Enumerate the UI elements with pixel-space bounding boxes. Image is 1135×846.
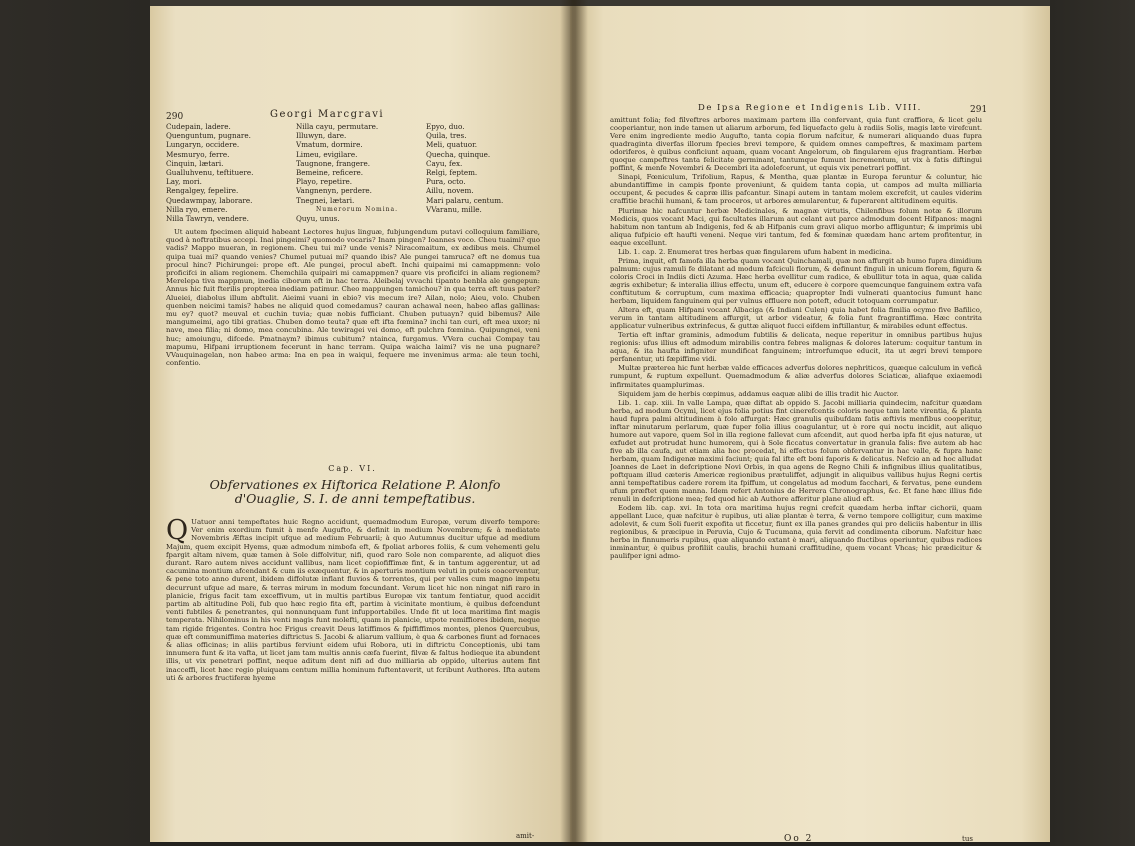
vocab-entry: Pura, octo. bbox=[426, 177, 466, 187]
vocab-entry: Vangnenyn, perdere. bbox=[296, 186, 372, 196]
left-page bbox=[150, 6, 575, 842]
paragraph: Siquidem jam de herbis cœpimus, addamus eaquæ alibi de illis tradit hic Auctor. bbox=[618, 389, 899, 398]
section-text bbox=[166, 518, 540, 830]
vocab-entry: Lungaryn, occidere. bbox=[166, 140, 240, 150]
right-page bbox=[570, 6, 1050, 842]
vocab-entry: Quedawmpay, laborare. bbox=[166, 195, 253, 205]
vocab-entry: Cudepain, ladere. bbox=[166, 122, 231, 131]
colloquium-text bbox=[166, 228, 540, 454]
paragraph: amittunt folia; fed filveftres arbores maximam partem illa confervant, quia funt craffiora, & licet gelu cooperiantur, non inde tamen ut aliarum arborum, fed liquefacto gelu à radiis Solis, magis læte virefcunt. Vere enim ingrediente medio Augufto, tanta copia florum nafcitur, & numerari aliquando duas fupra quadraginta diverfas illorum fpecies brevi tempore, & quidem omnes campeftres, & maximam partem odoriferos, è quibus conficiunt aquam, quam vocant Angelorum, ob fingularem ejus fragrantiam. Herbæ quoque campeftres tanta felicitate germinant, tantumque fumunt incrementum, ut vix à fatis diftingui poffint, & menfe Novembri & Decembri ita adolefcerunt, ut equis vix penetrari poffint. bbox=[610, 116, 982, 173]
page-number: 290 bbox=[166, 112, 184, 122]
vocab-entry: Aillu, novem. bbox=[426, 186, 474, 196]
paragraph: Multæ præterea hic funt herbæ valde efficaces adverfus dolores nephriticos, quæque calculum in veficâ rumpunt, & ruptum expellunt. Quemadmodum & aliæ adverfus dolores Sciaticæ, aliafque exiaemodi infirmitates quamplurimas. bbox=[610, 364, 982, 389]
vocabulary-column-1 bbox=[166, 122, 288, 223]
vocab-entry: Tnegnei, lætari. bbox=[296, 195, 355, 205]
running-head: Georgi Marcgravi bbox=[270, 109, 385, 120]
paragraph: Lib. 1. cap. xiii. In valle Lampa, quæ diftat ab oppido S. Jacobi milliaria quindecim, nafcitur quædam herba, ad modum Ocymi, licet ejus folia potius fint cinerefcentis coloris neque tam læte virentia, & planta haud fupra palmi altitudinem à folo affurgat: Hæc granulis quibufdam fatis æftivis menfibus cooperitur, inftar minutarum perlarum, quæ fuper folia illius coagulantur, ut è rore qui noctu incidit, aut aliquo humore aut vapore, quem Sol in illa regione fallevat cum afcendit, aut quod herba ipfa fit ejus naturæ, ut exfudet aut protrudat hunc humorem, qui à Sole ficcatus convertatur in granula falis: five autem ab hac five ab illa caufa, aut etiam alia hoc procedat, hi effectus folum obfervantur in hac valle, & fupra hanc herbam, quam Indigenæ maximi faciunt; quia fal ifte eft boni faporis & delicatus. Nefcio an ad hoc alludat Joannes de Laet in defcriptione Novi Orbis, in qua agens de Regno Chili & infignibus illius qualitatibus, poftquam illud cæteris Americæ regionibus prætuliffet, adjungit in aliquibus vallibus hujus Regni certis anni tempeftatibus cadere rorem ita fpiffum, ut congelatus ad modum facchari, & fervatus, pene eundem ufum præftet quem manna. Idem refert Antonius de Herrera Chronographus, &c. Et fane hæc illius fide renuli in defcriptione mea; fed quod hic ab Authore afferitur plane aliud eft. bbox=[610, 398, 982, 504]
colloquium-paragraph: Ut autem fpecimen aliquid habeant Lectores hujus linguæ, fubjungendum putavi colloquium familiare, quod à noftratibus accepi. Inai pingeimi? quomodo vocaris? Inam pingen? Ioannes voco. Cheu tuaimi? quo vadis? Mappo mueran, in regionem. Cheu tui mi? unde venis? Niracomaitum, ex ædibus meis. Chumel quipa tuai mi? quando venies? Chumel putuai mi? quando ibis? Ale pungei tamruca? eft ne domus tua procul hinc? Pichirungei: prope eft. Ale pungei, procul abeft. Inchi quipaimi mi camappmenn: volo proficifci in aliam regionem. Chemchila quipairi mi camappmen? quare vis proficifci in aliam regionem? Merelepa tiva mappmun, inedia ciborum eft in hac terra. Aleibelaj vvvachi tipanto benbla ale gengepun: Annus hic fuit fterilis propterea inediam patimur. Cheo mappungen tamichou? in qua terra eft tuus pater? Alueiei, diabolus illum abftulit. Aieimi vuani in ebio? vis mecum ire? Ailan, nolo; Aieu, volo. Chuben quenben neicimi tamis? habes ne aliquid quod comedamus? cauran achawal neen, habeo aflas gallinas: mu ey? quot? meuval et cuchin tuvia; quæ nobis fufficiant. Chuben putuayn? quid bibemus? Aile mangumeimi, ago tibi gratias. Chuben domo teuta? quæ eft ifta fœmina? inchi tan curi, eft mea uxor; ni nave, mea filia; ni domo, mea concubina. Ale tewiragei vei domo, eft pulchra fœmina. Quipungnei, veni huc; amoiungu, difcede. Pmatnaym? ibimus cubitum? ntainca, furgamus. VVera cuchai Compay tau mapumu, Hifpani irruptionem fecerunt in hanc terram. Quipa waicha laimi? vis ne una pugnare? VVauquinagelan, non habeo arma: Ina en pea in waiqui, fequere me invenimus arma: ale teun tochi, confentio. bbox=[166, 228, 540, 368]
main-text bbox=[610, 116, 982, 832]
vocab-entry: Cinquin, lætari. bbox=[166, 158, 224, 168]
section-title: Obfervationes ex Hiftorica Relatione P. Alonfo d'Ouaglie, S. I. de anni tempeftatibus. bbox=[209, 477, 501, 506]
section-paragraph: Uatuor anni tempeftates huic Regno accidunt, quemadmodum Europæ, verum diverfo tempore: Ver enim exordium fumit à menfe Augufto, & definit in medium Novembrem; & à mediatate Novembris Æftas incipit ufque ad medium Februarii; à quo Autumnus ducitur ufque ad medium Majum, quem excipit Hyems, quæ admodum nimbofa eft, & fpoliat arbores foliis, & cum vehementi gelu fpargit altam nivem, quæ tamen à Sole diffolvitur, nifi, quod raro Sole non comparente, ad aliquot dies durant. Raro autem nives accidunt vallibus, nam licet copiofiffimæ fint, & in tantum aggerentur, ut ad cacumina montium afcendant & cum iis exæquentur, & in aperturis montium veluti in puteis coacerventur, & pene toto anno durent, ibidem diffolutæ inflant fluvios & torrentes, qui per valles cum magno impetu decurrunt ufque ad mare, & terras mirum in modum fœcundant. Verum licet hic non ningat nifi raro in planicie, frigus facit tam exceffivum, ut in multis partibus Europæ vix tantum fentiatur, quod accidit partim ab altitudine Poli, fub quo hæc regio fita eft, partim à vicinitate montium, è quibus defcendunt venti fubtiles & penetrantes, qui nonnunquam funt infupportabiles. Unde fit ut loca maritima fint magis temperata. Nihilominus in his venti magis funt molefti, quam in planicie, utpote remiffiores ibidem, neque tam rigide frigentes. Contra hoc Frigus creavit Deus latiffimos & fpiffiffimos montes, plenos Quercubus, quæ eft communiffima materies diftrictus S. Jacobi & aliarum vallium, è qua & carbones fiunt ad fornaces & alias officinas; in aliis partibus ferviunt eidem ufui Robora, uti in diftrictu Conceptionis, ubi tam innumera funt & ita vafta, ut licet jam tam multis annis cæfa fuerint, filvæ & faltus hodieque ita abundent illis, ut vix penetrari poffint, neque aditum dent nifi ad duo milliaria ab oppido, ulterius autem fint inacceffi, licet hæc regio pluiquam centum millia hominum fuftentaverit, ut fcribunt Authores. Ifta autem uti & arbores fructiferæ hyeme bbox=[166, 518, 540, 682]
vocab-entry: Quecha, quinque. bbox=[426, 149, 491, 159]
vocab-entry: Epyo, duo. bbox=[426, 122, 465, 131]
vocab-entry: Nilla cayu, permutare. bbox=[296, 122, 379, 131]
catchword: amit- bbox=[516, 832, 535, 840]
vocab-entry: Playo, repetire. bbox=[296, 177, 353, 187]
vocab-entry: Limeu, evigilare. bbox=[296, 149, 358, 159]
vocab-entry: Vmatum, dormire. bbox=[296, 140, 363, 150]
vocab-entry: Bemeine, reficere. bbox=[296, 168, 364, 178]
paragraph: Tertia eft inftar graminis, admodum fubtilis & delicata, neque reperitur in omnibus partibus hujus regionis: ufus illius eft admodum mirabilis contra febres malignas & dolores laterum: coquitur tantum in aqua, & ita haufta infigniter mundificat fanguinem; introrfumque educit, ita ut ægri brevi tempore perfanentur, uti fæpiffime vidi. bbox=[610, 331, 982, 364]
vocab-entry: Illuwyn, dare. bbox=[296, 131, 347, 141]
page-number: 291 bbox=[970, 105, 988, 115]
background-right bbox=[1050, 0, 1135, 846]
vocab-entry: Cayu, fex. bbox=[426, 158, 463, 168]
vocabulary-column-3 bbox=[426, 122, 538, 214]
vocab-entry: Quila, tres. bbox=[426, 131, 467, 141]
numeri-heading: Numerorum Nomina. bbox=[316, 205, 398, 213]
paragraph: Plurimæ hic nafcuntur herbæ Medicinales, & magnæ virtutis, Chilenfibus folum notæ & illorum Medicis, quos vocant Maci, qui facultates illarum aut celant aut parce admodum docent Hifpanos: magni habitum non tantum ab Indigenis, fed & ab Hifpanis cum gravi aliquo morbo affliguntur; & imprimis ubi aliqua fufpicio eft haufti veneni. Neque viri tantum, fed & fœminæ quædam hanc artem profitentur, in eaque excellunt. bbox=[610, 206, 982, 247]
vocab-entry: Meli, quatuor. bbox=[426, 140, 478, 150]
vocab-entry: Relgi, feptem. bbox=[426, 168, 478, 178]
vocabulary-column-2 bbox=[296, 122, 418, 223]
vocab-entry: Quenguntum, pugnare. bbox=[166, 131, 251, 141]
paragraph: Altera eft, quam Hifpani vocant Albaciga (& Indiani Culen) quia habet folia fimilia ocymo five Bafilico, verum in tantam altitudinem affurgit, ut arbor videatur, & folia funt fragrantiffima. Hæc contrita applicatur vulneribus extrinfecus, & guttæ aliquot fucci eifdem inftillantur, & mirabiles edunt effectus. bbox=[610, 306, 982, 331]
vocab-entry: Mari palaru, centum. bbox=[426, 195, 504, 205]
vocab-entry: Lay, mori. bbox=[166, 177, 202, 187]
vocab-entry: Nilla ryo, emere. bbox=[166, 204, 228, 214]
vocab-entry: Rengalgey, fepelire. bbox=[166, 186, 239, 196]
catchword: tus bbox=[962, 835, 973, 842]
vocab-entry: Gualluhvenu, teftituere. bbox=[166, 168, 254, 178]
paragraph: Lib. 1. cap. 2. Enumerat tres herbas quæ fingularem ufum habent in medicina. bbox=[618, 247, 893, 256]
vocab-entry: Quyu, unus. bbox=[296, 214, 340, 224]
running-head: De Ipsa Regione et Indigenis Lib. VIII. bbox=[698, 103, 922, 113]
paragraph: Sinapi, Fœniculum, Trifolium, Rapus, & Mentha, quæ plantæ in Europa feruntur & coluntur, hic abundantiffime in campis fponte proveniunt, & quidem tanta copia, ut campos ad multa milliaria occupent, & pecudes & capræ illis pafcantur. Sinapi autem in tantam molem excrefcit, ut caules viderim craffitie brachii humani, & tam proceros, ut arbores æmularentur, & fuperarent altitudinem equitis. bbox=[610, 173, 982, 206]
vocab-entry: Nilla Tawryn, vendere. bbox=[166, 214, 249, 224]
paragraph: Prima, inquit, eft famofa illa herba quam vocant Quinchamali, quæ non affurgit ab humo fupra dimidium palmum: cujus ramuli fe dilatant ad modum fafciculi florum, & definunt finguli in unicum florem, figura & coloris Croci in Indiis dicti Azuma. Hæc herba evellitur cum radice, & ebullitur tota in aqua, quæ calida ægris exhibetur; & interalia illius effectu, unum eft, educere è corpore quemcunque fanguinem extra vafa conftitutum & corruptum, cum maxima efficacia; quapropter Indi vulnerati quantocius fumunt hanc herbam, liquidem fanguinem qui per vulnus effluere non poteft, educit totoquam corrumpatur. bbox=[610, 256, 982, 306]
chapter-heading: Cap. VI. bbox=[328, 464, 377, 473]
background-left bbox=[0, 0, 150, 846]
vocab-entry: Taugnone, frangere. bbox=[296, 158, 370, 168]
book-gutter bbox=[560, 0, 588, 846]
drop-cap: Q bbox=[166, 518, 189, 546]
paragraph: Eodem lib. cap. xvi. In tota ora maritima hujus regni crefcit quædam herba inftar cichorii, quam appellant Luce, quæ nafcitur è rupibus, uti aliæ plantæ è terra, & verno tempore colligitur, cum maxime adolevit, & cum Soli fuerit expofita ut ficcetur, fiunt ex illa panes grandes qui pro deliciis habentur in illis regionibus, & præcipue in Peruvia, Cujo & Tucumana, quia fervit ad condimenta ciborum. Nafcitur hæc herba in finnumeris rupibus, quæ aliquando extant è mari, aliquando fluctibus operiuntur, quibus radices inminantur, è quibus profiliit caulis, brachii humani craffitudine, quem vocant Vhcas; hic prædicitur & paulifper igni admo- bbox=[610, 504, 982, 561]
vocab-entry: Mesmuryo, ferre. bbox=[166, 149, 230, 159]
signature-mark: Oo 2 bbox=[784, 834, 814, 842]
vocab-entry: VVaranu, mille. bbox=[426, 204, 482, 214]
